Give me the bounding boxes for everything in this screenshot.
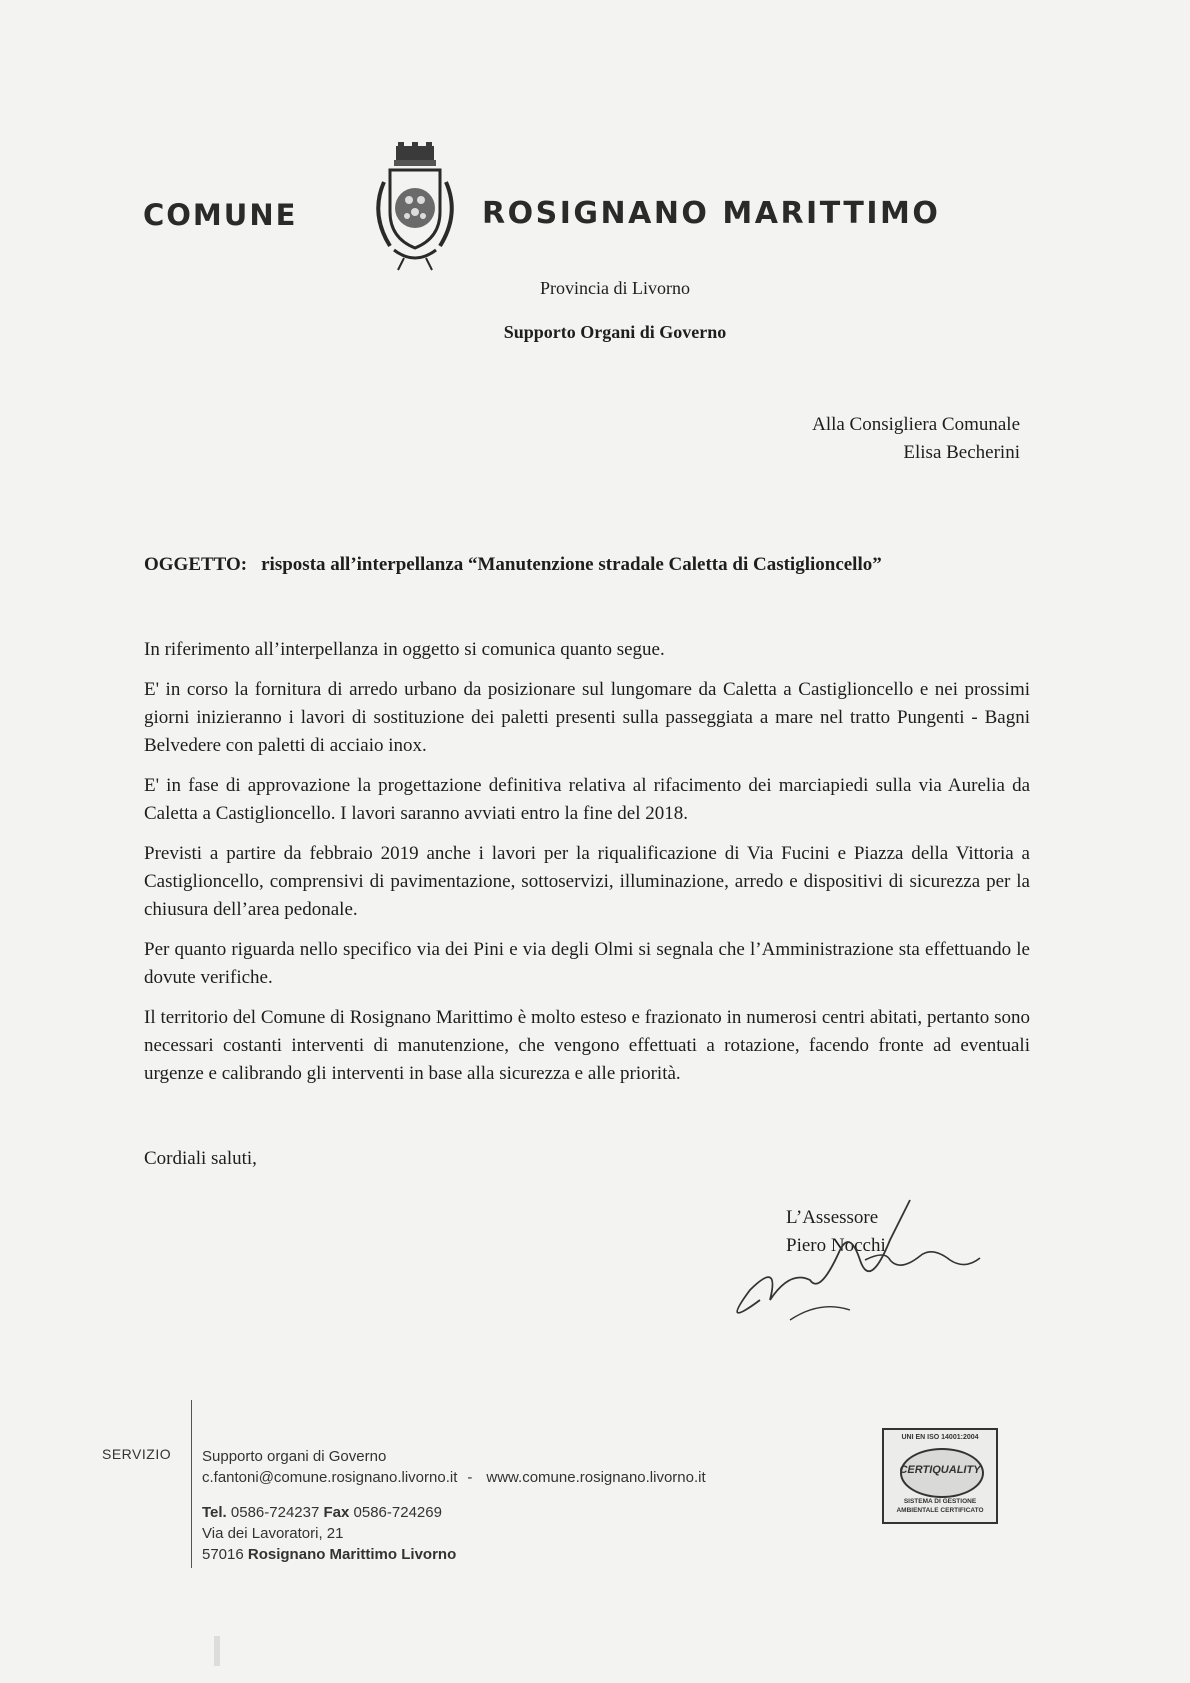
recipient-block — [812, 411, 1020, 467]
fax-label: Fax — [323, 1504, 350, 1521]
footer-divider — [191, 1400, 192, 1568]
signer-title: L’Assessore — [786, 1207, 879, 1228]
handwritten-signature-icon — [700, 1180, 1000, 1330]
cert-standard: UNI EN ISO 14001:2004 — [901, 1434, 979, 1441]
tel-number: 0586-724237 — [230, 1504, 320, 1521]
municipality-name-right: ROSIGNANO MARITTIMO — [482, 196, 941, 231]
recipient-role: Alla Consigliera Comunale — [812, 414, 1020, 435]
paragraph: E' in corso la fornitura di arredo urbano da posizionare sul lungomare da Caletta a Castiglioncello e nei prossimi giorni inizieranno i lavori di sostituzione dei paletti presenti sulla passeggiata a mare nel tratto Pungenti - Bagni Belvedere con paletti di acciaio inox. — [144, 679, 1030, 756]
province-label: Provincia di Livorno — [540, 278, 690, 298]
service-label: SERVIZIO — [102, 1446, 172, 1462]
cert-line1: SISTEMA DI GESTIONE — [903, 1498, 977, 1505]
service-name: Supporto organi di Governo — [202, 1448, 387, 1465]
closing-salutation: Cordiali saluti, — [144, 1148, 257, 1169]
municipality-name-left: COMUNE — [143, 198, 298, 232]
letterhead — [0, 142, 1190, 282]
office-label: Supporto Organi di Governo — [503, 322, 727, 342]
cert-line2: AMBIENTALE CERTIFICATO — [896, 1507, 984, 1514]
tel-label: Tel. — [202, 1504, 227, 1521]
subject-line — [144, 550, 1030, 580]
separator: - — [467, 1469, 473, 1486]
subject-text: risposta all’interpellanza “Manutenzione stradale Caletta di Castiglioncello” — [261, 554, 882, 575]
footer — [0, 1400, 1190, 1600]
letter-body — [144, 636, 1030, 1100]
street-address: Via dei Lavoratori, 21 — [202, 1525, 344, 1542]
paragraph: Per quanto riguarda nello specifico via dei Pini e via degli Olmi si segnala che l’Amministrazione sta effettuando le dovute verifiche. — [144, 939, 1030, 988]
scan-artifact — [214, 1636, 220, 1666]
signer-name: Piero Nocchi — [786, 1235, 886, 1256]
cert-brand: CERTIQUALITY — [899, 1464, 981, 1476]
contact-info — [202, 1446, 706, 1565]
paragraph: In riferimento all’interpellanza in oggetto si comunica quanto segue. — [144, 639, 665, 660]
city: Rosignano Marittimo — [247, 1546, 398, 1563]
postcode: 57016 — [202, 1546, 244, 1563]
fax-number: 0586-724269 — [353, 1504, 442, 1521]
paragraph: Il territorio del Comune di Rosignano Marittimo è molto esteso e frazionato in numerosi centri abitati, pertanto sono necessari costanti interventi di manutenzione, che vengono effettuati a rotazione, facendo fronte ad eventuali urgenze e calibrando gli interventi in base alla sicurezza e alle priorità. — [144, 1007, 1030, 1084]
website-link[interactable]: www.comune.rosignano.livorno.it — [486, 1469, 706, 1486]
county: Livorno — [401, 1546, 457, 1563]
paragraph: Previsti a partire da febbraio 2019 anche i lavori per la riqualificazione di Via Fucini e Piazza della Vittoria a Castiglioncello, comprensivi di pavimentazione, sottoservizi, illuminazione, arredo e dispositivi di sicurezza per la chiusura dell’area pedonale. — [144, 843, 1030, 920]
recipient-name: Elisa Becherini — [903, 442, 1020, 463]
paragraph: E' in fase di approvazione la progettazione definitiva relativa al rifacimento dei marciapiedi sulla via Aurelia da Caletta a Castiglioncello. I lavori saranno avviati entro la fine del 2018. — [144, 775, 1030, 824]
coat-of-arms-icon — [360, 142, 470, 282]
email-link[interactable]: c.fantoni@comune.rosignano.livorno.it — [202, 1469, 458, 1486]
certification-badge — [882, 1428, 998, 1524]
subject-label: OGGETTO: — [144, 554, 248, 575]
